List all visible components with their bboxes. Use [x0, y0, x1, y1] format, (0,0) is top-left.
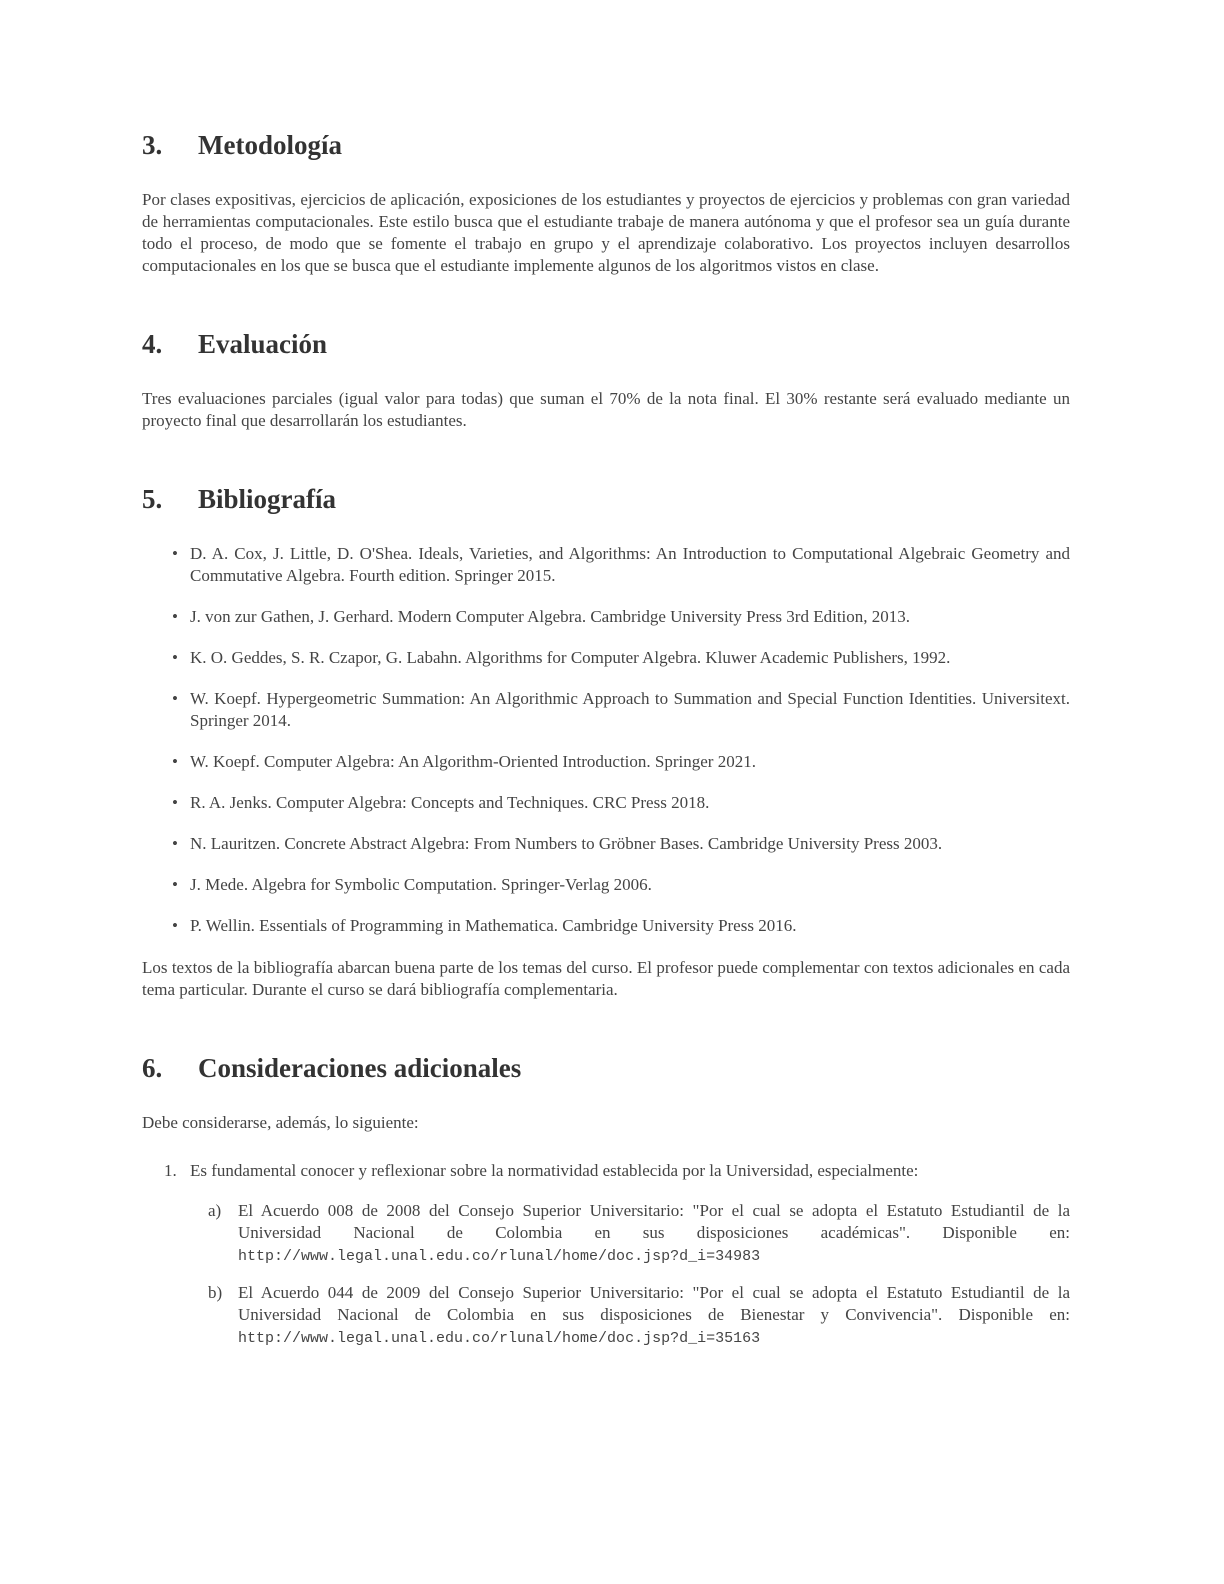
bibliography-item: • R. A. Jenks. Computer Algebra: Concepts and Techniques. CRC Press 2018. [172, 793, 710, 812]
section-title [142, 130, 1070, 161]
sub-list-enum: a) [208, 1201, 222, 1220]
bibliography-item: • P. Wellin. Essentials of Programming in Mathematica. Cambridge University Press 2016. [172, 916, 797, 935]
bibliography-item: • N. Lauritzen. Concrete Abstract Algebra: From Numbers to Gröbner Bases. Cambridge University Press 2003. [172, 834, 943, 853]
sub-list-item [190, 1282, 1070, 1350]
bibliography-note: Los textos de la bibliografía abarcan buena parte de los temas del curso. El profesor puede complementar con textos adicionales en cada tema particular. Durante el curso se dará bibliografía complementaria. [142, 958, 1070, 999]
bullet-icon: • [172, 834, 178, 853]
bullet-icon: • [172, 544, 178, 563]
bibliography-item: • J. Mede. Algebra for Symbolic Computation. Springer-Verlag 2006. [172, 875, 652, 894]
section-bibliografia [142, 484, 1070, 1001]
section-title [142, 329, 1070, 360]
section-heading: Metodología [198, 130, 342, 160]
document-page [142, 130, 1070, 1364]
section-heading: Evaluación [198, 329, 328, 359]
bibliography-item: • D. A. Cox, J. Little, D. O'Shea. Ideals, Varieties, and Algorithms: An Introduction to Computational Algebraic Geometry and Commutative Algebra. Fourth edition. Springer 2015. [172, 544, 1070, 585]
bibliography-list [142, 543, 1070, 937]
considerations-list [142, 1160, 1070, 1350]
regulation-link[interactable]: http://www.legal.unal.edu.co/rlunal/home/doc.jsp?d_i=35163 [238, 1330, 761, 1347]
regulation-link[interactable]: http://www.legal.unal.edu.co/rlunal/home/doc.jsp?d_i=34983 [238, 1248, 761, 1265]
list-item-text: Es fundamental conocer y reflexionar sobre la normatividad establecida por la Universidad, especialmente: [190, 1161, 919, 1180]
section-number: 5. [142, 484, 163, 514]
section-paragraph: Por clases expositivas, ejercicios de aplicación, exposiciones de los estudiantes y proyectos de ejercicios y problemas con gran variedad de herramientas computacionales. Este estilo busca que el estudiante trabaje de manera autónoma y que el profesor sea un guía durante todo el proceso, de modo que se fomente el trabajo en grupo y el aprendizaje colaborativo. Los proyectos incluyen desarrollos computacionales en los que se busca que el estudiante implemente algunos de los algoritmos vistos en clase. [142, 190, 1070, 275]
bibliography-item: • J. von zur Gathen, J. Gerhard. Modern Computer Algebra. Cambridge University Press 3rd Edition, 2013. [172, 607, 911, 626]
section-number: 6. [142, 1053, 163, 1083]
section-intro: Debe considerarse, además, lo siguiente: [142, 1113, 419, 1132]
section-heading: Consideraciones adicionales [198, 1053, 522, 1083]
sub-list-enum: b) [208, 1283, 223, 1302]
sub-list-item [190, 1200, 1070, 1268]
section-paragraph: Tres evaluaciones parciales (igual valor para todas) que suman el 70% de la nota final. El 30% restante será evaluado mediante un proyecto final que desarrollarán los estudiantes. [142, 389, 1070, 430]
sub-list [190, 1200, 1070, 1350]
bullet-icon: • [172, 752, 178, 771]
bullet-icon: • [172, 793, 178, 812]
sub-list-item-text: El Acuerdo 008 de 2008 del Consejo Superior Universitario: "Por el cual se adopta el Estatuto Estudiantil de la Universidad Nacional de Colombia en sus disposiciones académicas". Disponible en: [238, 1201, 1070, 1242]
section-evaluacion [142, 329, 1070, 432]
bullet-icon: • [172, 875, 178, 894]
section-number: 4. [142, 329, 163, 359]
bibliography-item: • K. O. Geddes, S. R. Czapor, G. Labahn. Algorithms for Computer Algebra. Kluwer Academic Publishers, 1992. [172, 648, 951, 667]
sub-list-item-text: El Acuerdo 044 de 2009 del Consejo Superior Universitario: "Por el cual se adopta el Estatuto Estudiantil de la Universidad Nacional de Colombia en sus disposiciones de Bienestar y Convivencia". Disponible en: [238, 1283, 1070, 1324]
section-number: 3. [142, 130, 163, 160]
list-enum: 1. [164, 1161, 177, 1180]
bullet-icon: • [172, 648, 178, 667]
section-metodologia [142, 130, 1070, 277]
bullet-icon: • [172, 607, 178, 626]
bullet-icon: • [172, 916, 178, 935]
list-item [142, 1160, 1070, 1350]
section-title [142, 1053, 1070, 1084]
bullet-icon: • [172, 689, 178, 708]
section-title [142, 484, 1070, 515]
section-consideraciones [142, 1053, 1070, 1350]
bibliography-item: • W. Koepf. Computer Algebra: An Algorithm-Oriented Introduction. Springer 2021. [172, 752, 756, 771]
section-heading: Bibliografía [198, 484, 337, 514]
bibliography-item: • W. Koepf. Hypergeometric Summation: An Algorithmic Approach to Summation and Special Function Identities. Universitext. Springer 2014. [172, 689, 1070, 730]
